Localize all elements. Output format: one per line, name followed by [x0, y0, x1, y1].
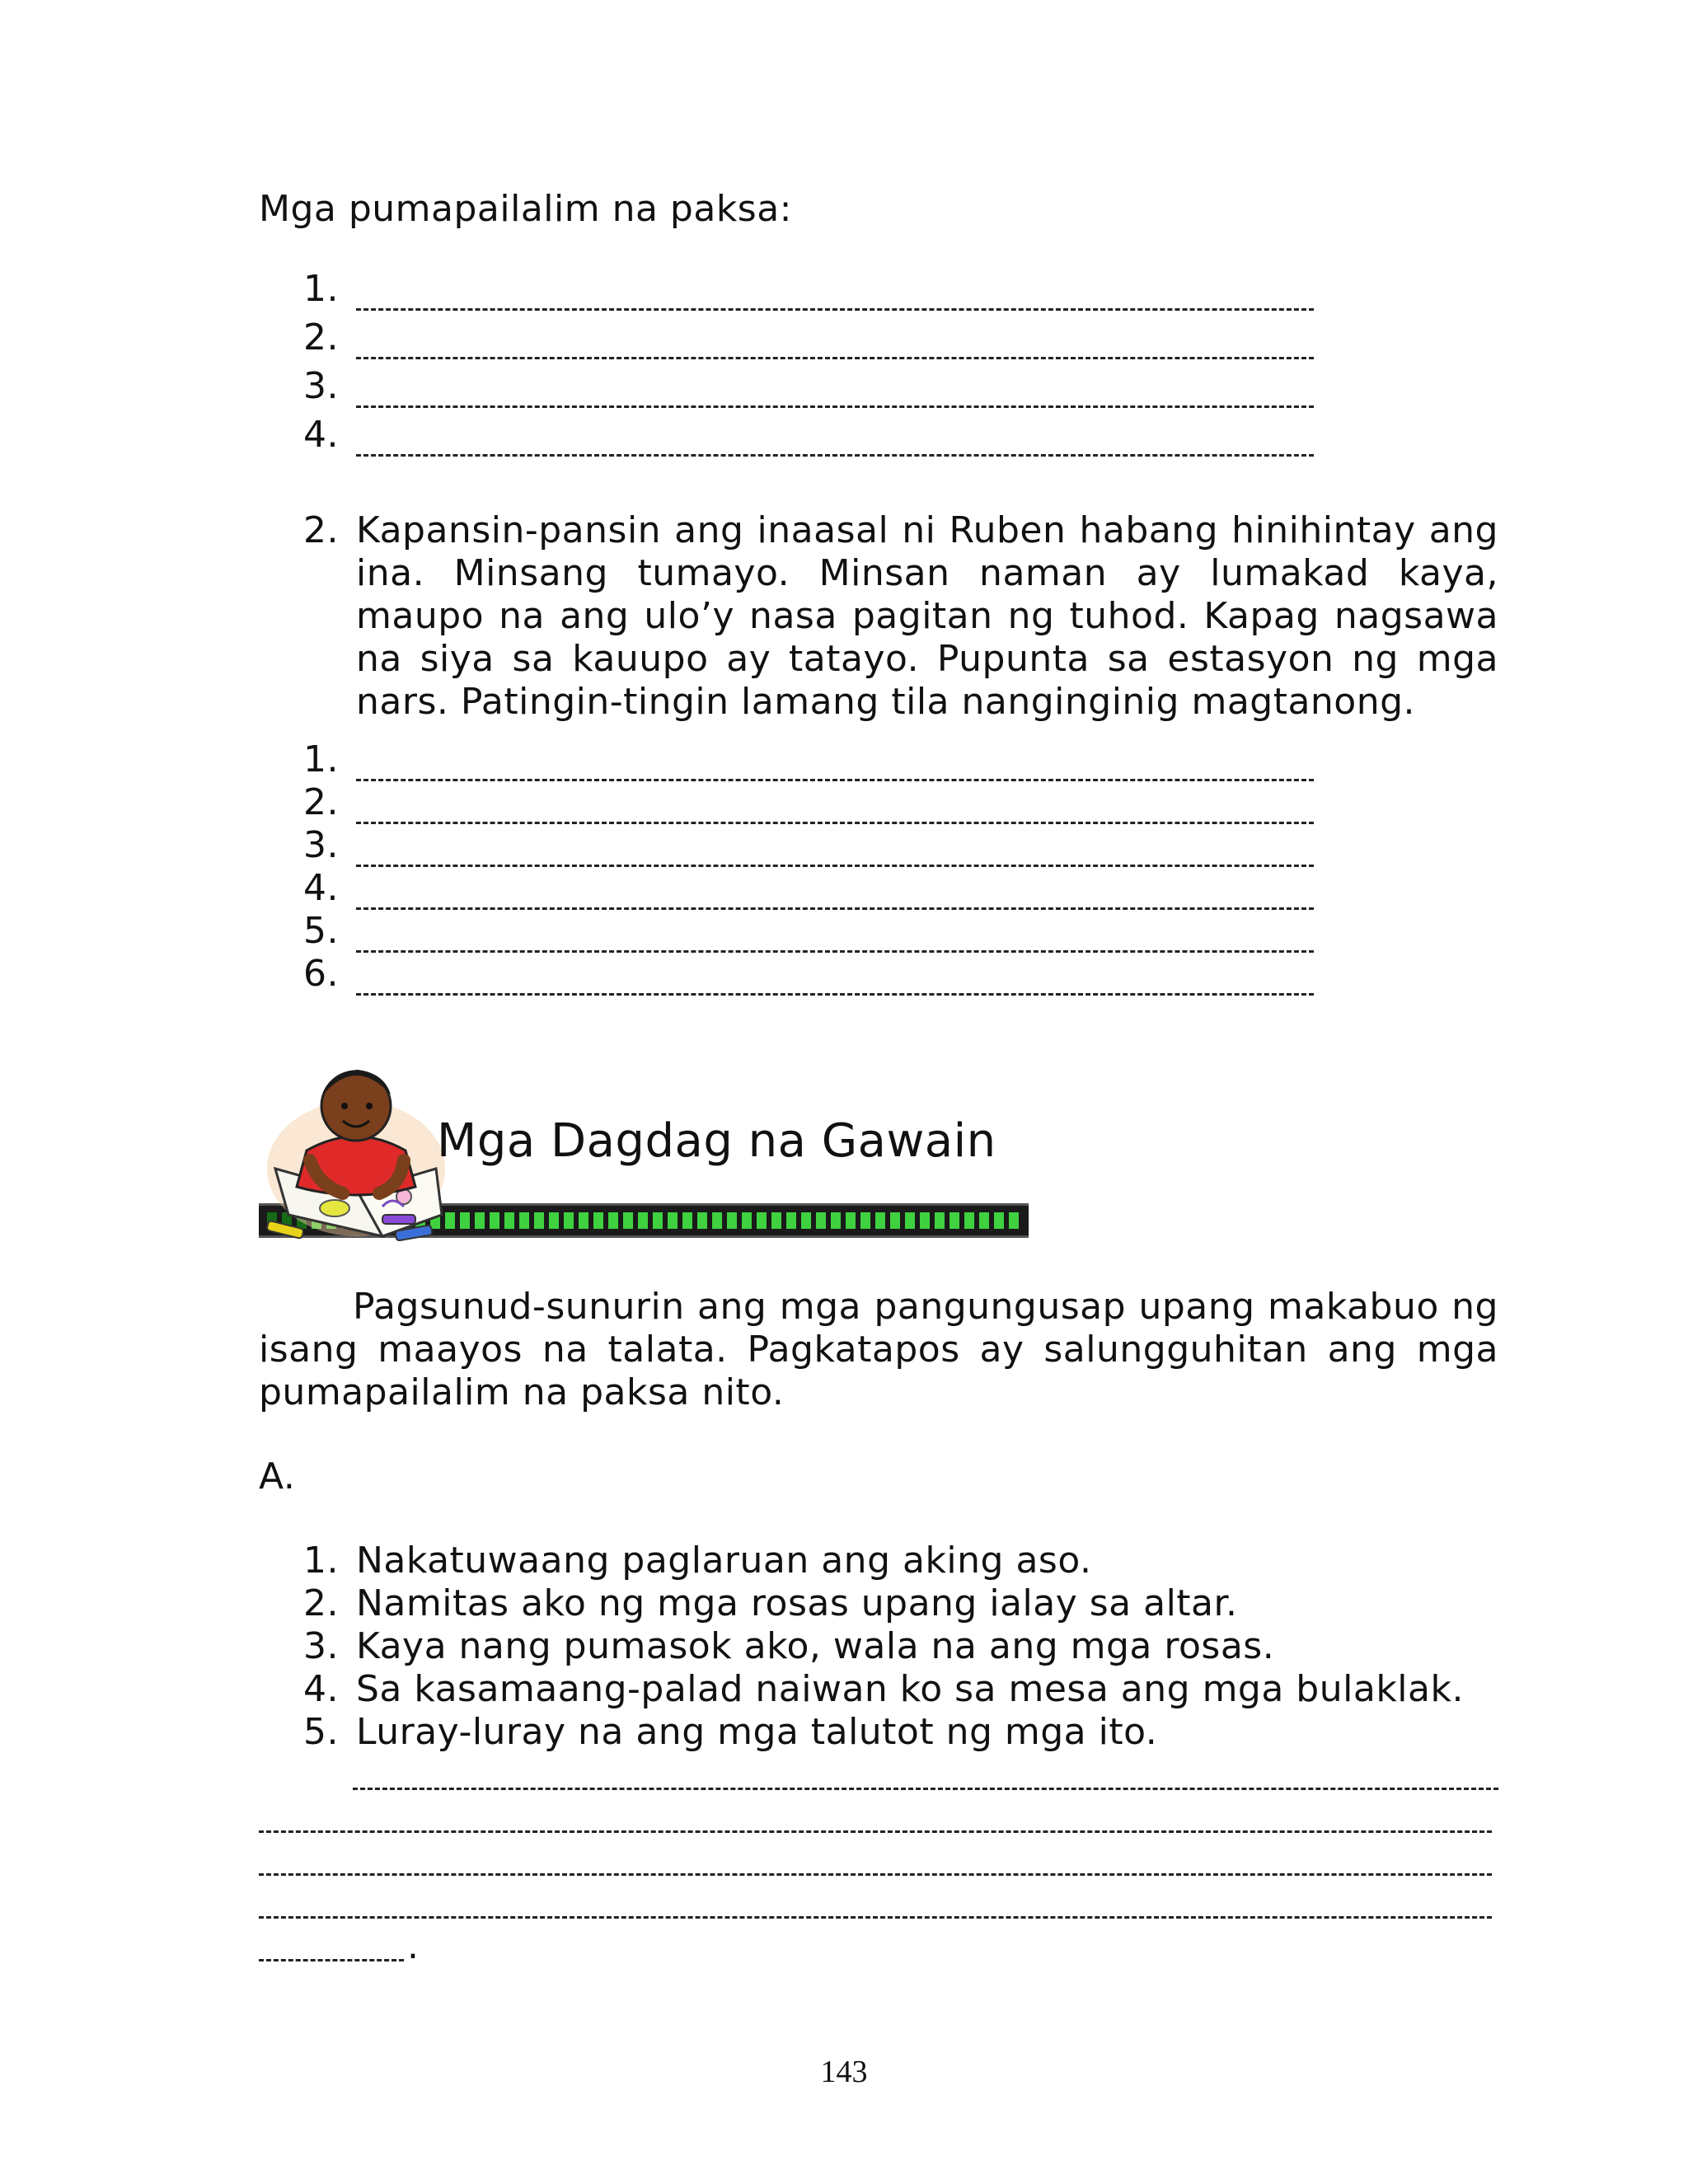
- list-item: [303, 1668, 1464, 1711]
- list-item: [303, 359, 1314, 408]
- answer-blank[interactable]: [356, 275, 1314, 311]
- answer-blank[interactable]: [356, 421, 1314, 457]
- exercise-item-2: [303, 509, 1498, 724]
- list-item: [303, 738, 1314, 781]
- list-item: [303, 1582, 1464, 1625]
- answer-blank[interactable]: [356, 832, 1314, 867]
- answer-blank[interactable]: [356, 917, 1314, 953]
- section-banner: [259, 1045, 1029, 1241]
- answer-blank[interactable]: [356, 373, 1314, 408]
- answer-lines[interactable]: [259, 1754, 1498, 1968]
- item-number: 6.: [303, 953, 339, 995]
- item-number: 1.: [303, 268, 339, 310]
- blank-list-2: [303, 738, 1314, 996]
- list-item: [303, 867, 1314, 910]
- blank-list-1: [303, 262, 1314, 457]
- instructions-paragraph: Pagsunud-sunurin ang mga pangungusap upang makabuo ng isang maayos na talata. Pagkatapos ay salungguhitan ang mga pumapailalim na paksa nito.: [259, 1286, 1498, 1413]
- list-item: [303, 781, 1314, 824]
- section-a-label: A.: [259, 1455, 296, 1497]
- answer-blank[interactable]: [356, 874, 1314, 910]
- item-number: 4.: [303, 414, 339, 456]
- answer-blank[interactable]: [356, 789, 1314, 824]
- answer-end-period: .: [407, 1925, 420, 1967]
- sentence-list: [303, 1540, 1464, 1754]
- item-number: 3.: [303, 365, 339, 407]
- item-number: 1.: [303, 1540, 339, 1582]
- page-number: 143: [820, 2055, 868, 2089]
- item-number: 2.: [303, 509, 339, 551]
- answer-line[interactable]: [259, 1754, 1498, 1797]
- sentence-text: Namitas ako ng mga rosas upang ialay sa altar.: [356, 1582, 1238, 1624]
- list-item: [303, 311, 1314, 359]
- list-item: [303, 1625, 1464, 1668]
- item-number: 2.: [303, 781, 339, 823]
- child-drawing-icon: [259, 1045, 448, 1241]
- answer-blank[interactable]: [356, 960, 1314, 996]
- sentence-text: Kaya nang pumasok ako, wala na ang mga rosas.: [356, 1625, 1275, 1667]
- list-item: [303, 408, 1314, 457]
- exercise-passage: Kapansin-pansin ang inaasal ni Ruben habang hinihintay ang ina. Minsang tumayo. Minsan naman ay lumakad kaya, maupo na ang ulo’y nasa pagitan ng tuhod. Kapag nagsawa na siya sa kauupo ay tatayo. Pupunta sa estasyon ng mga nars. Patingin-tingin lamang tila nanginginig magtanong.: [356, 509, 1498, 723]
- list-item: [303, 1540, 1464, 1582]
- item-number: 2.: [303, 316, 339, 359]
- list-item: [303, 910, 1314, 953]
- item-number: 3.: [303, 824, 339, 866]
- item-number: 4.: [303, 867, 339, 909]
- answer-line[interactable]: [259, 1882, 1498, 1925]
- item-number: 1.: [303, 738, 339, 780]
- item-number: 4.: [303, 1668, 339, 1710]
- item-number: 3.: [303, 1625, 339, 1667]
- answer-line[interactable]: [259, 1797, 1498, 1840]
- item-number: 2.: [303, 1582, 339, 1624]
- list-item: [303, 1711, 1464, 1754]
- sentence-text: Nakatuwaang paglaruan ang aking aso.: [356, 1540, 1092, 1582]
- sentence-text: Luray-luray na ang mga talutot ng mga ito.: [356, 1711, 1158, 1753]
- answer-line[interactable]: [259, 1840, 1498, 1882]
- intro-label: Mga pumapailalim na paksa:: [259, 188, 793, 230]
- item-number: 5.: [303, 1711, 339, 1753]
- list-item: [303, 953, 1314, 996]
- sentence-text: Sa kasamaang-palad naiwan ko sa mesa ang mga bulaklak.: [356, 1668, 1464, 1710]
- answer-blank[interactable]: [356, 746, 1314, 781]
- answer-blank[interactable]: [356, 324, 1314, 359]
- list-item: [303, 262, 1314, 311]
- section-title: Mga Dagdag na Gawain: [437, 1114, 996, 1168]
- item-number: 5.: [303, 910, 339, 952]
- answer-line[interactable]: [259, 1925, 1498, 1968]
- list-item: [303, 824, 1314, 867]
